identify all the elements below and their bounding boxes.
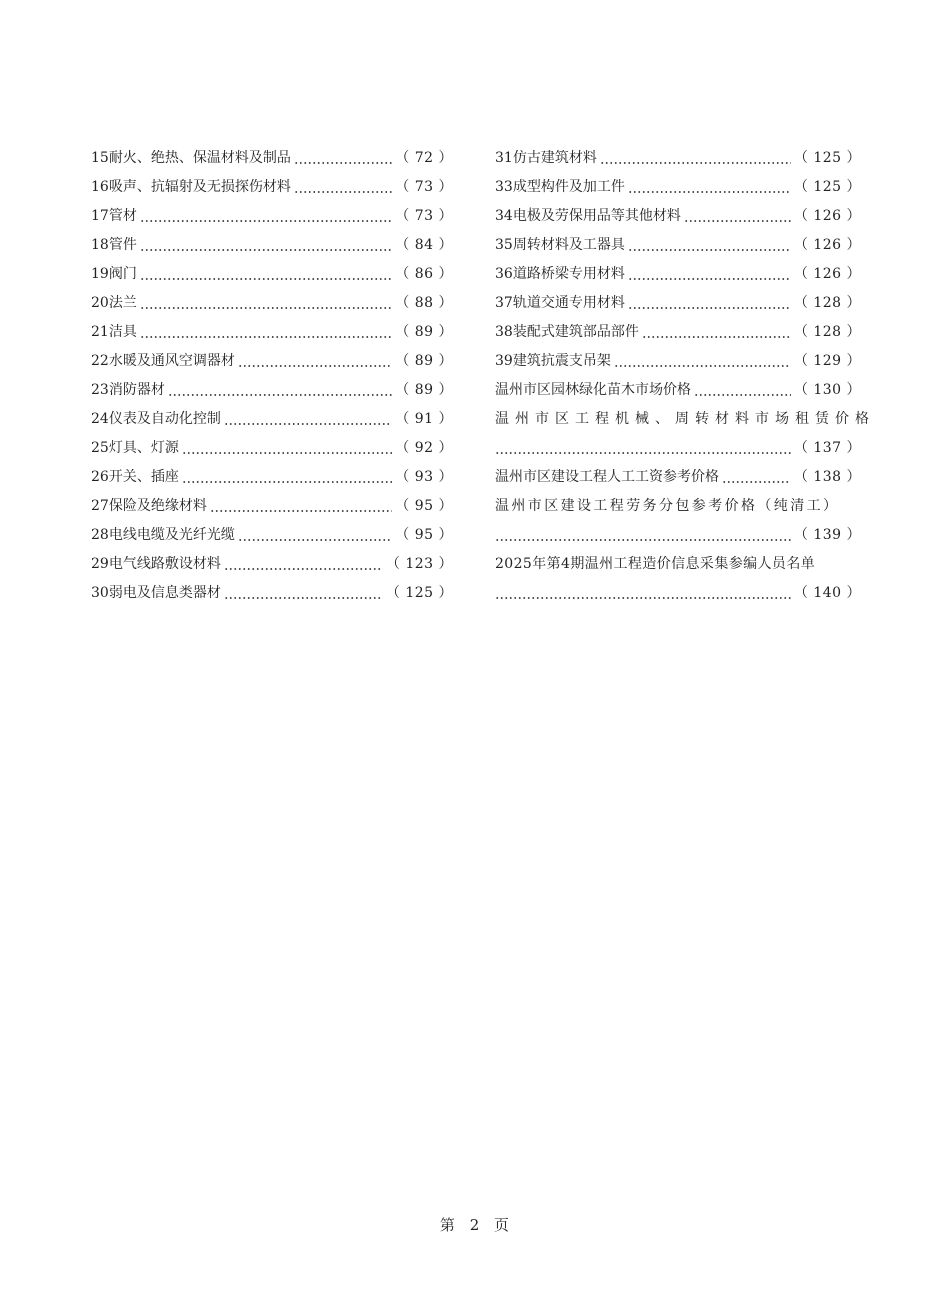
toc-entry-title: 19阀门 xyxy=(91,266,137,282)
toc-right-column xyxy=(495,144,875,608)
toc-entry-title: 35周转材料及工器具 xyxy=(495,237,625,253)
toc-entry-title: 25灯具、灯源 xyxy=(91,440,179,456)
toc-dot-leader xyxy=(140,220,392,222)
toc-entry[interactable] xyxy=(91,521,453,550)
toc-entry[interactable] xyxy=(91,231,453,260)
toc-entry-page: （ 84 ） xyxy=(395,237,453,253)
toc-entry-page: （ 129 ） xyxy=(793,353,861,369)
toc-entry[interactable] xyxy=(91,144,453,173)
toc-entry-page: （ 95 ） xyxy=(395,498,453,514)
toc-entry-page: （ 89 ） xyxy=(395,382,453,398)
toc-dot-leader xyxy=(684,220,791,222)
toc-entry-title: 28电线电缆及光纤光缆 xyxy=(91,527,235,543)
toc-dot-leader xyxy=(628,249,791,251)
toc-entry[interactable] xyxy=(91,202,453,231)
toc-entry-page: （ 73 ） xyxy=(395,179,453,195)
toc-entry-title xyxy=(495,550,861,579)
toc-dot-leader xyxy=(294,162,392,164)
toc-entry-page: （ 86 ） xyxy=(395,266,453,282)
toc-entry-title: 22水暖及通风空调器材 xyxy=(91,353,235,369)
toc-dot-leader xyxy=(140,307,392,309)
toc-entry-continuation xyxy=(495,521,861,550)
toc-dot-leader xyxy=(182,452,392,454)
toc-dot-leader xyxy=(224,568,383,570)
toc-dot-leader xyxy=(495,539,791,541)
toc-entry-page: （ 125 ） xyxy=(385,585,453,601)
toc-dot-leader xyxy=(224,597,383,599)
toc-entry[interactable] xyxy=(91,463,453,492)
toc-entry-wrapped[interactable] xyxy=(495,550,861,608)
page-number-prefix: 第 xyxy=(439,1216,456,1234)
toc-entry-title: 34电极及劳保用品等其他材料 xyxy=(495,208,681,224)
toc-dot-leader xyxy=(140,336,392,338)
toc-entry-title: 24仪表及自动化控制 xyxy=(91,411,221,427)
toc-entry-title: 18管件 xyxy=(91,237,137,253)
toc-entry[interactable] xyxy=(91,434,453,463)
toc-entry-title-text: 温州市区工程机械、周转材料市场租赁价格 xyxy=(495,411,875,427)
toc-entry[interactable] xyxy=(495,289,861,318)
toc-entry-title: 38装配式建筑部品部件 xyxy=(495,324,639,340)
toc-entry-page: （ 128 ） xyxy=(793,295,861,311)
toc-dot-leader xyxy=(694,394,791,396)
toc-entry-title xyxy=(495,492,861,521)
toc-entry-wrapped[interactable] xyxy=(495,405,875,463)
toc-entry[interactable] xyxy=(495,173,861,202)
toc-dot-leader xyxy=(628,191,791,193)
toc-entry-page: （ 123 ） xyxy=(385,556,453,572)
toc-entry-title: 20法兰 xyxy=(91,295,137,311)
toc-entry[interactable] xyxy=(91,347,453,376)
toc-entry-page: （ 95 ） xyxy=(395,527,453,543)
toc-entry-title: 39建筑抗震支吊架 xyxy=(495,353,611,369)
toc-entry[interactable] xyxy=(91,550,453,579)
toc-entry[interactable] xyxy=(91,260,453,289)
toc-entry-page: （ 89 ） xyxy=(395,353,453,369)
toc-dot-leader xyxy=(628,278,791,280)
toc-entry-page: （ 88 ） xyxy=(395,295,453,311)
toc-entry-title: 温州市区园林绿化苗木市场价格 xyxy=(495,382,691,398)
toc-entry-title: 26开关、插座 xyxy=(91,469,179,485)
toc-entry-page: （ 126 ） xyxy=(793,208,861,224)
toc-entry-title-text: 2025年第4期温州工程造价信息采集参编人员名单 xyxy=(495,556,816,572)
toc-entry[interactable] xyxy=(91,318,453,347)
toc-dot-leader xyxy=(495,452,791,454)
toc-entry-page: （ 93 ） xyxy=(395,469,453,485)
toc-entry-page: （ 125 ） xyxy=(793,150,861,166)
toc-dot-leader xyxy=(642,336,791,338)
toc-entry[interactable] xyxy=(495,231,861,260)
toc-dot-leader xyxy=(600,162,791,164)
toc-entry[interactable] xyxy=(91,492,453,521)
toc-entry[interactable] xyxy=(91,289,453,318)
toc-dot-leader xyxy=(238,365,392,367)
toc-left-column xyxy=(91,144,453,608)
toc-entry-page: （ 126 ） xyxy=(793,237,861,253)
toc-entry-page: （ 126 ） xyxy=(793,266,861,282)
toc-entry-page: （ 130 ） xyxy=(793,382,861,398)
toc-entry-title: 15耐火、绝热、保温材料及制品 xyxy=(91,150,291,166)
page-number-suffix: 页 xyxy=(494,1216,511,1234)
toc-entry-title: 27保险及绝缘材料 xyxy=(91,498,207,514)
toc-entry-title: 17管材 xyxy=(91,208,137,224)
toc-dot-leader xyxy=(182,481,392,483)
toc-entry[interactable] xyxy=(495,144,861,173)
toc-entry-title: 30弱电及信息类器材 xyxy=(91,585,221,601)
toc-entry-page: （ 139 ） xyxy=(793,527,861,543)
toc-entry-title: 21洁具 xyxy=(91,324,137,340)
toc-dot-leader xyxy=(140,249,392,251)
toc-entry-page: （ 91 ） xyxy=(395,411,453,427)
toc-dot-leader xyxy=(238,539,392,541)
toc-entry[interactable] xyxy=(91,579,453,608)
toc-entry-continuation xyxy=(495,579,861,608)
toc-entry-wrapped[interactable] xyxy=(495,492,861,550)
toc-entry[interactable] xyxy=(495,202,861,231)
toc-entry-page: （ 72 ） xyxy=(395,150,453,166)
toc-entry-page: （ 92 ） xyxy=(395,440,453,456)
toc-entry[interactable] xyxy=(495,347,861,376)
toc-entry-title: 36道路桥梁专用材料 xyxy=(495,266,625,282)
toc-entry-page: （ 138 ） xyxy=(793,469,861,485)
page-number: 2 xyxy=(469,1216,481,1234)
toc-entry-title: 温州市区建设工程人工工资参考价格 xyxy=(495,469,719,485)
toc-entry[interactable] xyxy=(91,376,453,405)
toc-dot-leader xyxy=(495,597,791,599)
toc-entry[interactable] xyxy=(495,318,861,347)
toc-entry-page: （ 137 ） xyxy=(793,440,861,456)
page-number-footer xyxy=(0,1214,950,1235)
toc-dot-leader xyxy=(140,278,392,280)
toc-entry[interactable] xyxy=(495,376,861,405)
toc-entry-title: 31仿古建筑材料 xyxy=(495,150,597,166)
toc-entry-page: （ 73 ） xyxy=(395,208,453,224)
toc-entry-title xyxy=(495,405,875,434)
toc-entry-page: （ 89 ） xyxy=(395,324,453,340)
toc-entry[interactable] xyxy=(495,260,861,289)
toc-entry-page: （ 140 ） xyxy=(793,585,861,601)
toc-entry-page: （ 128 ） xyxy=(793,324,861,340)
toc-dot-leader xyxy=(614,365,791,367)
toc-entry-title: 37轨道交通专用材料 xyxy=(495,295,625,311)
toc-entry-title: 33成型构件及加工件 xyxy=(495,179,625,195)
toc-entry-continuation xyxy=(495,434,861,463)
toc-entry-title: 16吸声、抗辐射及无损探伤材料 xyxy=(91,179,291,195)
toc-entry[interactable] xyxy=(91,405,453,434)
toc-entry-page: （ 125 ） xyxy=(793,179,861,195)
toc-dot-leader xyxy=(294,191,392,193)
toc-dot-leader xyxy=(224,423,392,425)
toc-entry-title: 23消防器材 xyxy=(91,382,165,398)
toc-dot-leader xyxy=(210,510,392,512)
toc-dot-leader xyxy=(722,481,791,483)
toc-entry[interactable] xyxy=(495,463,861,492)
toc-dot-leader xyxy=(628,307,791,309)
toc-entry[interactable] xyxy=(91,173,453,202)
toc-entry-title: 29电气线路敷设材料 xyxy=(91,556,221,572)
toc-dot-leader xyxy=(168,394,392,396)
toc-entry-title-text: 温州市区建设工程劳务分包参考价格（纯清工） xyxy=(495,498,840,514)
